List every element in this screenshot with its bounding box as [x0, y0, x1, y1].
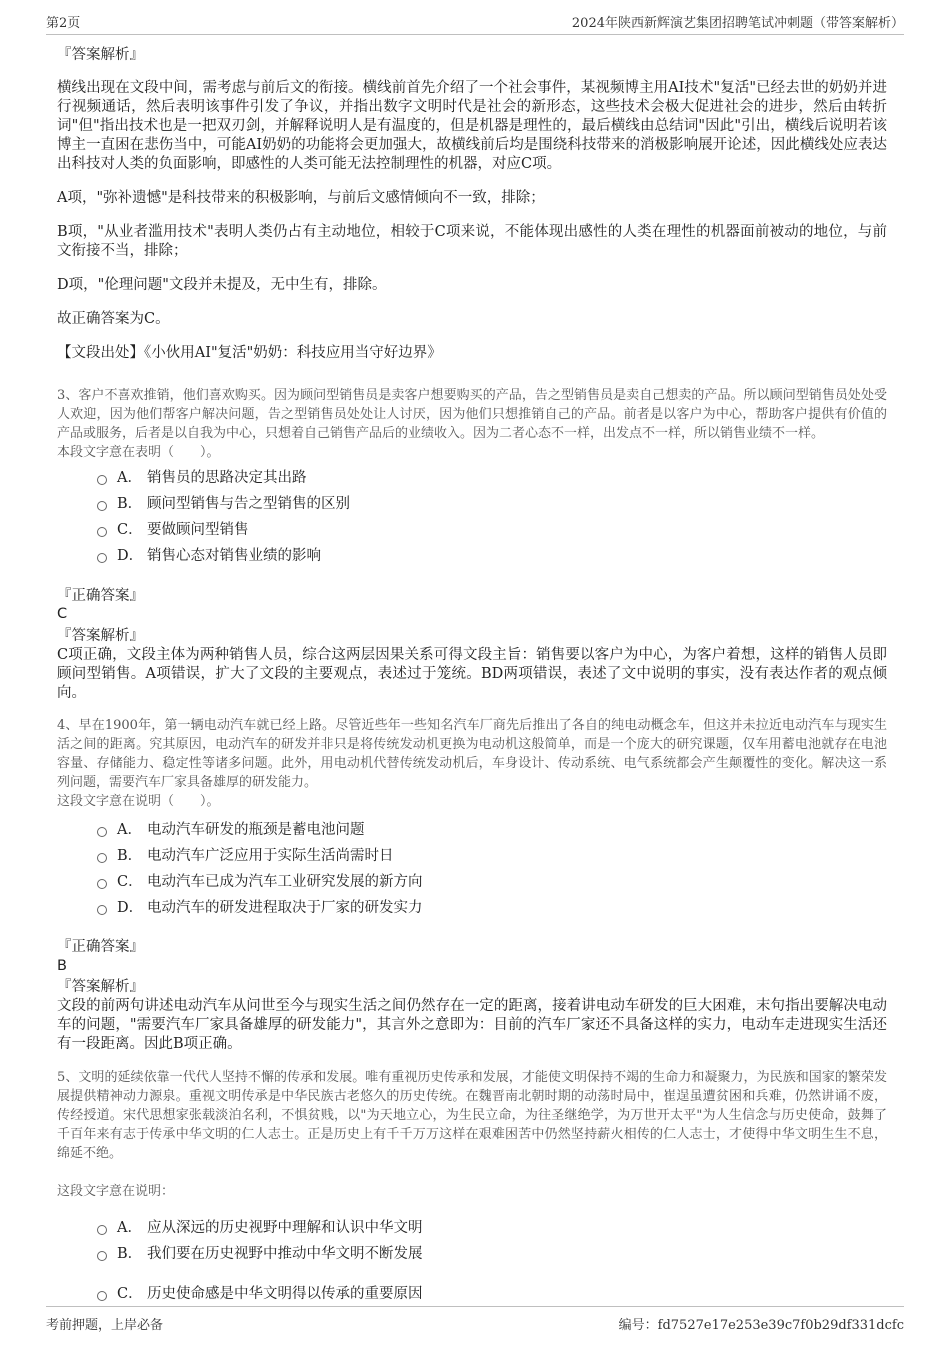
q5-stem-block: [57, 1068, 887, 1201]
footer-slogan: 考前押题，上岸必备: [46, 1318, 164, 1333]
q3-correct-label: 『正确答案』: [57, 588, 144, 604]
q2-option-b-explain: B项，"从业者滥用技术"表明人类仍占有主动地位，相较于C项来说，不能体现出感性的人类在理性的机器面前被动的地位，与前文衔接不当，排除；: [57, 224, 887, 259]
q3-stem-block: [57, 386, 887, 462]
page-number: 第2页: [46, 16, 81, 31]
q2-analysis-paragraph: 横线出现在文段中间，需考虑与前后文的衔接。横线前首先介绍了一个社会事件，某视频博主用AI技术"复活"已经去世的奶奶并进行视频通话，然后表明该事件引发了争议，并指出数字文明时代是社会的新形态，这些技术会极大促进社会的进步，然后由转折词"但"指出技术也是一把双刃剑，并解释说明人是有温度的，但是机器是理性的，最后横线由总结词"因此"引出，横线后说明若该博主一直困在悲伤当中，可能AI奶奶的功能将会更加强大，故横线前后均是围绕科技带来的消极影响展开论述，因此横线处应表达出科技对人类的负面影响，即感性的人类可能无法控制理性的机器，对应C项。: [57, 80, 887, 172]
q3-stem: 3、客户不喜欢推销，他们喜欢购买。因为顾问型销售员是卖客户想要购买的产品，告之型销售员是卖自己想卖的产品。所以顾问型销售员处处受人欢迎，因为他们帮客户解决问题，告之型销售员处处让人讨厌，因为他们只想推销自己的产品。前者是以客户为中心，帮助客户提供有价值的产品或服务，后者是以自我为中心，只想着自己销售产品后的业绩收入。因为二者心态不一样，出发点不一样，所以销售业绩不一样。: [57, 388, 887, 441]
q2-analysis-section: [57, 46, 887, 363]
q4-option-b[interactable]: B． 电动汽车广泛应用于实际生活尚需时日: [97, 846, 394, 866]
q4-prompt: 这段文字意在说明（ ）。: [57, 794, 220, 809]
q3-option-a[interactable]: A． 销售员的思路决定其出路: [97, 468, 307, 488]
radio-icon[interactable]: [97, 1251, 107, 1261]
q5-prompt: 这段文字意在说明：: [57, 1184, 175, 1199]
q2-source: 【文段出处】《小伙用AI"复活"奶奶：科技应用当守好边界》: [57, 345, 442, 361]
radio-icon[interactable]: [97, 1225, 107, 1235]
q4-option-d[interactable]: D． 电动汽车的研发进程取决于厂家的研发实力: [97, 898, 423, 918]
q5-option-c[interactable]: C． 历史使命感是中华文明得以传承的重要原因: [97, 1284, 423, 1304]
q2-option-a-explain: A项，"弥补遗憾"是科技带来的积极影响，与前后文感情倾向不一致，排除；: [57, 190, 545, 206]
q5-stem: 5、文明的延续依靠一代代人坚持不懈的传承和发展。唯有重视历史传承和发展，才能使文明保持不竭的生命力和凝聚力，为民族和国家的繁荣发展提供精神动力源泉。重视文明传承是中华民族古老悠久的历史传统。在魏晋南北朝时期的动荡时局中，崔逞虽遭贫困和兵难，仍然讲诵不废，传经授道。宋代思想家张载淡泊名利，不惧贫贱，以"为天地立心，为生民立命，为往圣继绝学，为万世开太平"为人生信念与历史使命，鼓舞了千百年来有志于传承中华文明的仁人志士。正是历史上有千千万万这样在艰难困苦中仍然坚持薪火相传的仁人志士，才使得中华文明生生不息，绵延不绝。: [57, 1070, 887, 1161]
q4-correct-answer: B: [57, 958, 67, 974]
document-title: 2024年陕西新辉演艺集团招聘笔试冲刺题（带答案解析）: [571, 16, 904, 31]
q4-analysis-label: 『答案解析』: [57, 979, 144, 995]
q3-option-c[interactable]: C． 要做顾问型销售: [97, 520, 249, 540]
q2-conclusion: 故正确答案为C。: [57, 311, 170, 327]
q3-prompt: 本段文字意在表明（ ）。: [57, 445, 220, 460]
q4-option-c[interactable]: C． 电动汽车已成为汽车工业研究发展的新方向: [97, 872, 423, 892]
page-footer: [46, 1306, 904, 1335]
q4-option-a[interactable]: A． 电动汽车研发的瓶颈是蓄电池问题: [97, 820, 365, 840]
radio-icon[interactable]: [97, 827, 107, 837]
radio-icon[interactable]: [97, 501, 107, 511]
radio-icon[interactable]: [97, 853, 107, 863]
radio-icon[interactable]: [97, 879, 107, 889]
q3-option-b[interactable]: B． 顾问型销售与告之型销售的区别: [97, 494, 350, 514]
radio-icon[interactable]: [97, 905, 107, 915]
page-header: [46, 8, 904, 35]
q5-option-b[interactable]: B． 我们要在历史视野中推动中华文明不断发展: [97, 1244, 423, 1264]
q2-option-d-explain: D项，"伦理问题"文段并未提及，无中生有，排除。: [57, 277, 387, 293]
q4-stem-block: [57, 716, 887, 811]
q4-stem: 4、早在1900年，第一辆电动汽车就已经上路。尽管近些年一些知名汽车厂商先后推出了各自的纯电动概念车，但这并未拉近电动汽车与现实生活之间的距离。究其原因，电动汽车的研发并非只是将传统发动机更换为电动机这般简单，而是一个庞大的研究课题，仅车用蓄电池就存在电池容量、存储能力、稳定性等诸多问题。此外，用电动机代替传统发动机后，车身设计、传动系统、电气系统都会产生颠覆性的变化。解决这一系列问题，需要汽车厂家具备雄厚的研发能力。: [57, 718, 887, 790]
radio-icon[interactable]: [97, 475, 107, 485]
radio-icon[interactable]: [97, 1291, 107, 1301]
radio-icon[interactable]: [97, 553, 107, 563]
q4-correct-label: 『正确答案』: [57, 939, 144, 955]
q3-analysis-label: 『答案解析』: [57, 628, 144, 644]
q4-analysis-section: [57, 978, 887, 1054]
q3-analysis: C项正确，文段主体为两种销售人员，综合这两层因果关系可得文段主旨：销售要以客户为中心，为客户着想，这样的销售人员即顾问型销售。A项错误，扩大了文段的主要观点，表述过于笼统。BD两项错误，表述了文中说明的事实，没有表达作者的观点倾向。: [57, 647, 887, 701]
q3-option-d[interactable]: D． 销售心态对销售业绩的影响: [97, 546, 321, 566]
q2-analysis-label: 『答案解析』: [57, 47, 144, 63]
q5-option-a[interactable]: A． 应从深远的历史视野中理解和认识中华文明: [97, 1218, 423, 1238]
q3-analysis-section: [57, 627, 887, 703]
document-code: 编号：fd7527e17e253e39c7f0b29df331dcfc: [618, 1318, 904, 1333]
q3-correct-answer: C: [57, 606, 68, 622]
q4-analysis: 文段的前两句讲述电动汽车从问世至今与现实生活之间仍然存在一定的距离，接着讲电动车研发的巨大困难，末句指出要解决电动车的问题，"需要汽车厂家具备雄厚的研发能力"，其言外之意即为：目前的汽车厂家还不具备这样的实力，电动车走进现实生活还有一段距离。因此B项正确。: [57, 998, 887, 1052]
radio-icon[interactable]: [97, 527, 107, 537]
